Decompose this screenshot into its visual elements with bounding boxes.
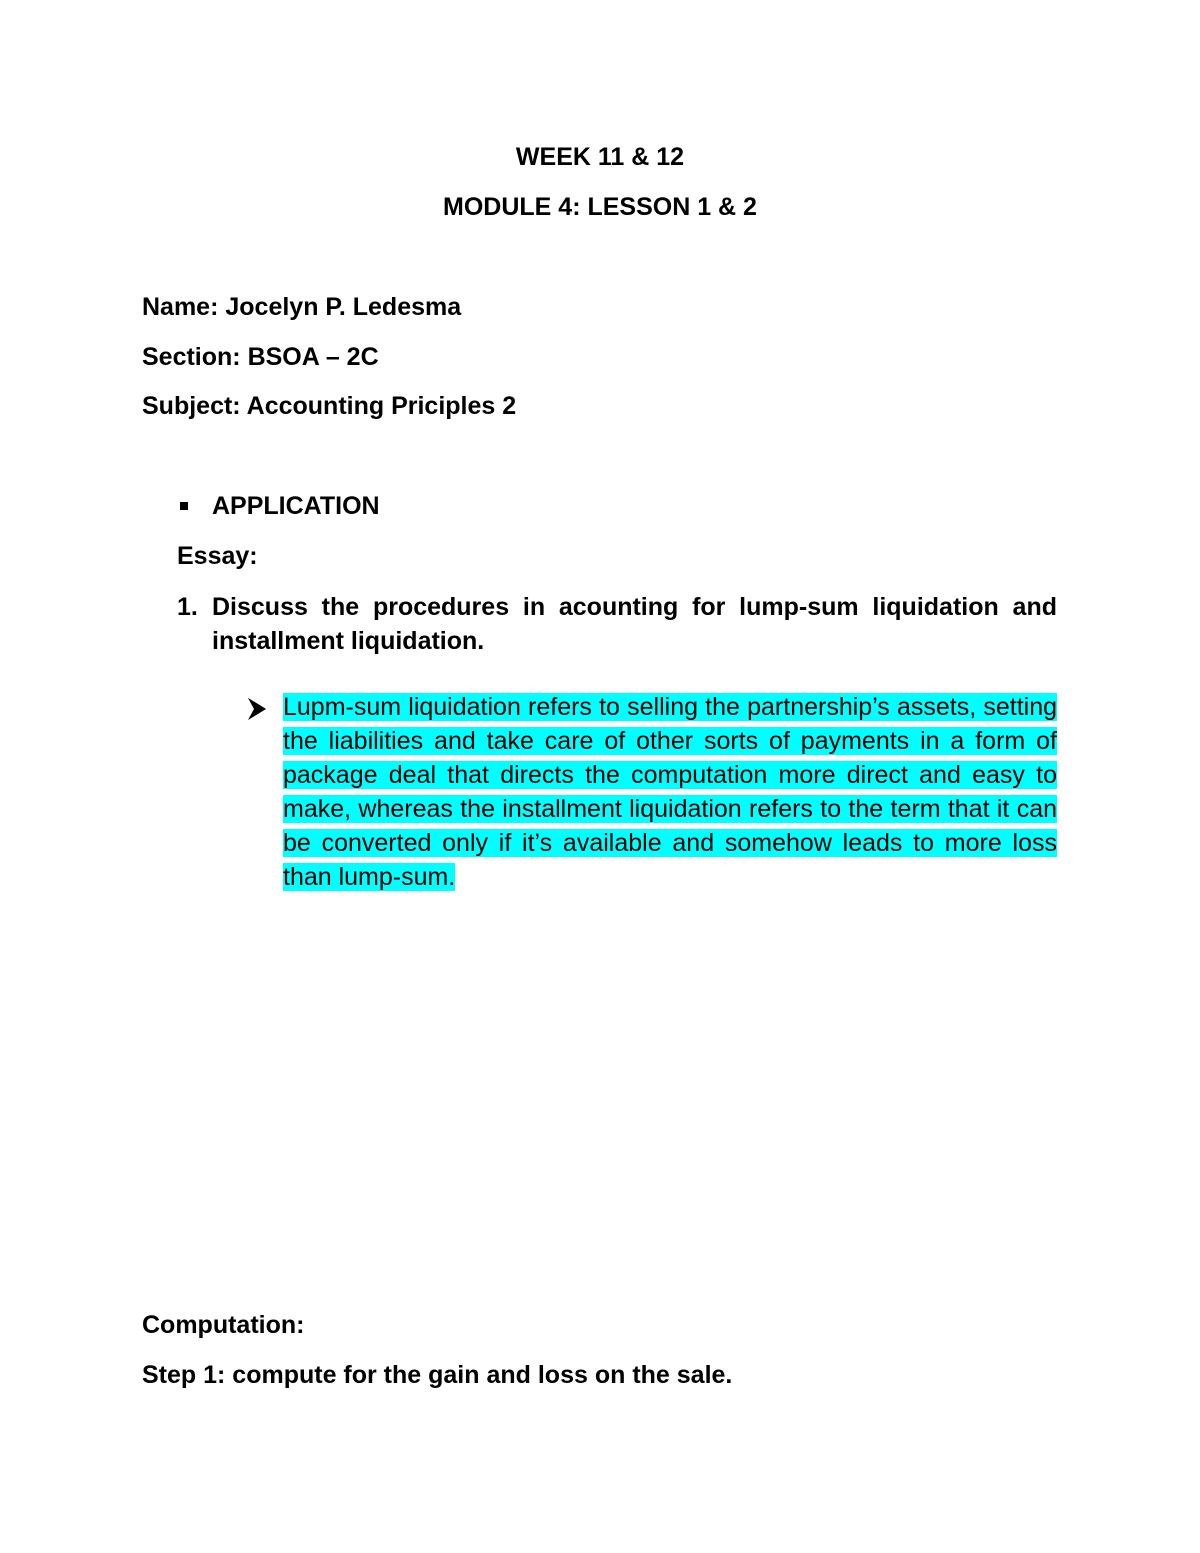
square-bullet-icon — [180, 502, 188, 510]
week-heading: WEEK 11 & 12 — [515, 143, 685, 171]
arrow-bullet-icon — [246, 697, 270, 721]
student-section: Section: BSOA – 2C — [142, 343, 379, 371]
essay-answer — [283, 690, 1057, 894]
module-heading: MODULE 4: LESSON 1 & 2 — [443, 193, 757, 221]
highlighted-answer-text: Lupm-sum liquidation refers to selling the partnership’s assets, setting the liabilities and take care of other sorts of payments in a form of package deal that directs the computation more direct and easy to make, whereas the installment liquidation refers to the term that it can be converted only if it’s available and somehow leads to more loss than lump-sum. — [283, 693, 1057, 891]
question-text: Discuss the procedures in acounting for lump-sum liquidation and installment liquidation. — [212, 593, 1057, 655]
essay-label: Essay: — [177, 542, 258, 570]
application-label: APPLICATION — [212, 492, 380, 520]
student-subject: Subject: Accounting Priciples 2 — [142, 392, 517, 420]
computation-step-1: Step 1: compute for the gain and loss on the sale. — [142, 1361, 733, 1389]
student-name: Name: Jocelyn P. Ledesma — [142, 293, 462, 321]
question-number: 1. — [177, 593, 198, 621]
computation-label: Computation: — [142, 1311, 305, 1339]
